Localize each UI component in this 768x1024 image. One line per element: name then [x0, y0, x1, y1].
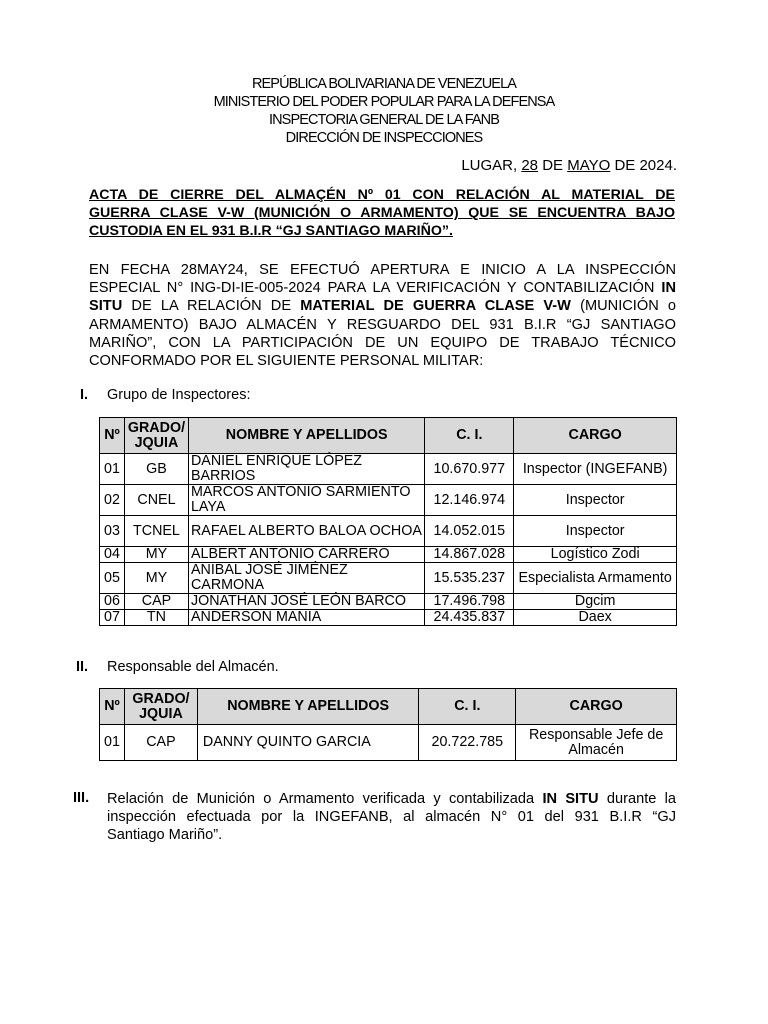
- cell-name: JONATHAN JOSÉ LEÓN BARCO: [188, 594, 424, 610]
- sec3-line-3: Santiago Mariño”.: [107, 827, 223, 844]
- table-row: [100, 594, 677, 610]
- cell-grade: CAP: [124, 725, 197, 761]
- col-header-grade: GRADO/ JQUIA: [124, 689, 197, 725]
- cell-no: 01: [100, 454, 125, 485]
- cell-ci: 15.535.237: [425, 563, 514, 594]
- table-row: [100, 454, 677, 485]
- title-line-2: GUERRA CLASE V-W (MUNICIÓN O ARMAMENTO) QUE SE ENCUENTRA BAJO: [89, 205, 675, 222]
- letterhead-line-3: INSPECTORIA GENERAL DE LA FANB: [268, 112, 500, 128]
- cell-cargo: Daex: [514, 610, 677, 626]
- cell-grade: CAP: [124, 594, 188, 610]
- cell-cargo: Inspector: [514, 485, 677, 516]
- cell-ci: 24.435.837: [425, 610, 514, 626]
- table-row: [100, 563, 677, 594]
- cell-name: DANNY QUINTO GARCIA: [197, 725, 418, 761]
- cell-no: 06: [100, 594, 125, 610]
- title-line-1: ACTA DE CIERRE DEL ALMAÇÉN Nº 01 CON RELACIÓN AL MATERIAL DE: [89, 187, 675, 203]
- table-row: [100, 610, 677, 626]
- para-bold: IN: [661, 280, 676, 297]
- table-header-row: [100, 418, 677, 454]
- document-title: [89, 186, 675, 241]
- section-1-number: I.: [80, 387, 89, 403]
- place-prefix: LUGAR,: [461, 157, 522, 174]
- letterhead-line-1: REPÚBLICA BOLIVARIANA DE VENEZUELA: [251, 76, 517, 92]
- table-row: [100, 485, 677, 516]
- cell-ci: 10.670.977: [425, 454, 514, 485]
- cell-name: DANIEL ENRIQUE LÓPEZ BARRIOS: [188, 454, 424, 485]
- cell-cargo: Dgcim: [514, 594, 677, 610]
- col-header-cargo: CARGO: [514, 418, 677, 454]
- col-header-no: Nº: [100, 418, 125, 454]
- col-header-name: NOMBRE Y APELLIDOS: [188, 418, 424, 454]
- warehouse-responsible-table: [99, 688, 677, 761]
- letterhead-line-2: MINISTERIO DEL PODER POPULAR PARA LA DEFENSA: [213, 94, 555, 110]
- cell-ci: 14.052.015: [425, 516, 514, 547]
- place-date: [461, 157, 677, 174]
- para-line-4: ARMAMENTO) BAJO ALMACÉN Y RESGUARDO DEL 931 B.I.R “GJ SANTIAGO: [89, 316, 676, 333]
- cell-no: 04: [100, 547, 125, 563]
- section-2-number: II.: [76, 659, 89, 675]
- cell-grade: CNEL: [124, 485, 188, 516]
- cell-name: RAFAEL ALBERTO BALOA OCHOA: [188, 516, 424, 547]
- sec3-bold: IN SITU: [542, 791, 599, 807]
- section-1-label: Grupo de Inspectores:: [107, 387, 251, 403]
- table-row: [100, 725, 677, 761]
- col-header-ci: C. I.: [425, 418, 514, 454]
- para-line-2: [89, 279, 676, 297]
- cell-name: MARCOS ANTONIO SARMIENTO LAYA: [188, 485, 424, 516]
- cell-grade: TCNEL: [124, 516, 188, 547]
- section-2-label: Responsable del Almacén.: [107, 659, 279, 675]
- table-row: [100, 547, 677, 563]
- para-line-5: MARIÑO”, CON LA PARTICIPACIÓN DE UN EQUIPO DE TRABAJO TÉCNICO: [89, 334, 676, 351]
- cell-grade: TN: [124, 610, 188, 626]
- col-header-name: NOMBRE Y APELLIDOS: [197, 689, 418, 725]
- col-header-ci: C. I.: [419, 689, 516, 725]
- col-header-no: Nº: [100, 689, 125, 725]
- para-text: DE LA RELACIÓN DE: [122, 298, 301, 315]
- sec3-text: durante la: [598, 791, 677, 807]
- sec3-text: Relación de Munición o Armamento verificada y contabilizada: [107, 791, 543, 807]
- section-3-number: III.: [73, 790, 90, 806]
- cell-cargo: Inspector (INGEFANB): [514, 454, 677, 485]
- cell-ci: 12.146.974: [425, 485, 514, 516]
- cell-no: 05: [100, 563, 125, 594]
- cell-ci: 17.496.798: [425, 594, 514, 610]
- para-line-6: CONFORMADO POR EL SIGUIENTE PERSONAL MILITAR:: [89, 352, 484, 369]
- cell-ci: 14.867.028: [425, 547, 514, 563]
- sec3-line-2: inspección efectuada por la INGEFANB, al almacén N° 01 del 931 B.I.R “GJ: [107, 809, 676, 826]
- place-de: DE: [538, 157, 568, 174]
- para-line-1: EN FECHA 28MAY24, SE EFECTUÓ APERTURA E INICIO A LA INSPECCIÓN: [89, 262, 676, 278]
- para-text: ESPECIAL N° ING-DI-IE-005-2024 PARA LA VERIFICACIÓN Y CONTABILIZACIÓN: [89, 280, 662, 297]
- cell-grade: GB: [124, 454, 188, 485]
- place-day: 28: [521, 157, 539, 174]
- section-3-paragraph: [107, 790, 676, 845]
- place-year: DE 2024.: [610, 157, 677, 174]
- cell-cargo: Especialista Armamento: [514, 563, 677, 594]
- title-line-3: CUSTODIA EN EL 931 B.I.R “GJ SANTIAGO MARIÑO”.: [89, 223, 453, 240]
- cell-no: 03: [100, 516, 125, 547]
- cell-no: 07: [100, 610, 125, 626]
- para-line-3: [89, 297, 676, 315]
- intro-paragraph: [89, 261, 676, 370]
- cell-grade: MY: [124, 563, 188, 594]
- cell-ci: 20.722.785: [419, 725, 516, 761]
- col-header-grade: GRADO/ JQUIA: [124, 418, 188, 454]
- para-bold: MATERIAL DE GUERRA CLASE V-W: [300, 298, 571, 315]
- inspectors-table: [99, 417, 677, 626]
- cell-name: ALBERT ANTONIO CARRERO: [188, 547, 424, 563]
- letterhead-line-4: DIRECCIÓN DE INSPECCIONES: [285, 130, 483, 146]
- cell-no: 02: [100, 485, 125, 516]
- col-header-cargo: CARGO: [516, 689, 677, 725]
- para-bold: SITU: [89, 298, 123, 315]
- cell-cargo: Responsable Jefe de Almacén: [516, 725, 677, 761]
- cell-name: ANIBAL JOSÉ JIMÉNEZ CARMONA: [188, 563, 424, 594]
- table-header-row: [100, 689, 677, 725]
- sec3-line-1: [107, 790, 676, 808]
- table-row: [100, 516, 677, 547]
- cell-name: ANDERSON MANIA: [188, 610, 424, 626]
- letterhead: [0, 75, 768, 147]
- cell-grade: MY: [124, 547, 188, 563]
- cell-cargo: Inspector: [514, 516, 677, 547]
- para-text: (MUNICIÓN o: [570, 298, 677, 315]
- cell-cargo: Logístico Zodi: [514, 547, 677, 563]
- place-month: MAYO: [567, 157, 611, 174]
- cell-no: 01: [100, 725, 125, 761]
